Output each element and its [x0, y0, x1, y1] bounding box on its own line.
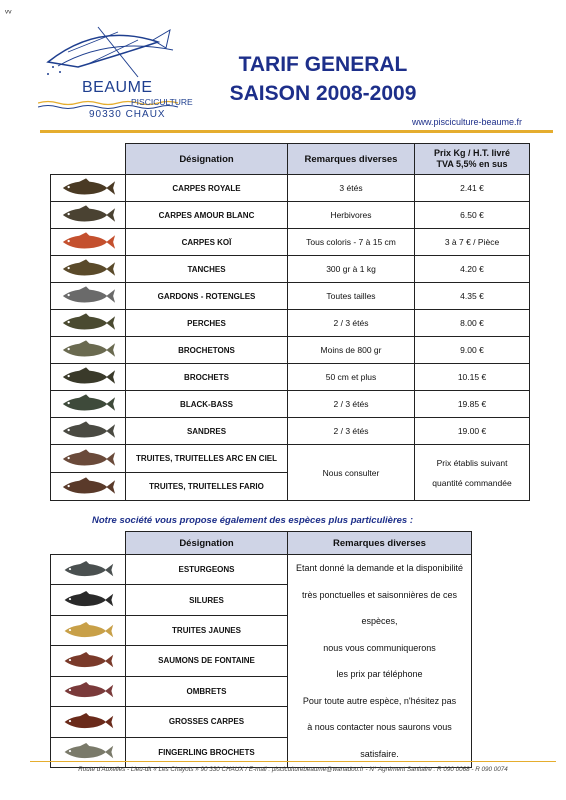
- fish-image: [51, 585, 126, 615]
- table-row: [51, 175, 530, 202]
- trout-price-line-2: quantité commandée: [432, 477, 512, 488]
- species-price: 3 à 7 € / Pièce: [415, 229, 530, 256]
- rainbow-trout-icon: [59, 449, 117, 469]
- char-icon: [59, 682, 117, 700]
- remark-line: nous vous communiquerons: [323, 642, 436, 653]
- table-row: [51, 391, 530, 418]
- remark-line: Etant donné la demande et la disponibilité: [295, 563, 464, 573]
- price-table: [50, 143, 530, 501]
- sturgeon-icon: [59, 561, 117, 579]
- species-remark: 300 gr à 1 kg: [288, 256, 415, 283]
- species-name: OMBRETS: [126, 676, 288, 706]
- trout-price-line-1: Prix établis suivant: [436, 457, 508, 468]
- footer-divider: [30, 761, 556, 762]
- fish-image: [51, 256, 126, 283]
- special-species-table: [50, 531, 472, 768]
- species-name: GROSSES CARPES: [126, 707, 288, 737]
- header-price: [415, 144, 530, 175]
- species-remark: Tous coloris - 7 à 15 cm: [288, 229, 415, 256]
- header-designation-2: Désignation: [126, 532, 288, 555]
- fish-image: [51, 646, 126, 676]
- remark-line: à nous contacter nous saurons vous satisfaire.: [307, 722, 452, 759]
- species-price: 10.15 €: [415, 364, 530, 391]
- species-remark: Moins de 800 gr: [288, 337, 415, 364]
- grass-carp-icon: [59, 205, 117, 225]
- brown-trout-icon: [59, 477, 117, 497]
- brand-city: 90330 CHAUX: [89, 109, 166, 120]
- species-name: GARDONS - ROTENGLES: [126, 283, 288, 310]
- tench-icon: [59, 259, 117, 279]
- fish-image: [51, 473, 126, 501]
- big-carp-icon: [59, 713, 117, 731]
- fish-image: [51, 615, 126, 645]
- remark-line: Pour toute autre espèce, n'hésitez pas: [302, 695, 457, 706]
- species-name: TRUITES, TRUITELLES ARC EN CIEL: [126, 445, 288, 473]
- species-name: SILURES: [126, 585, 288, 615]
- species-name: BLACK-BASS: [126, 391, 288, 418]
- fish-image: [51, 229, 126, 256]
- special-table-header: [51, 532, 472, 555]
- species-remark: 2 / 3 étés: [288, 391, 415, 418]
- table-row: [51, 418, 530, 445]
- price-table-header: [51, 144, 530, 175]
- special-remarks: [288, 555, 472, 768]
- fish-image: [51, 364, 126, 391]
- species-price: 9.00 €: [415, 337, 530, 364]
- fish-image: [51, 418, 126, 445]
- catfish-icon: [59, 591, 117, 609]
- fish-image: [51, 555, 126, 585]
- species-name: BROCHETONS: [126, 337, 288, 364]
- table-row: [51, 310, 530, 337]
- fish-image: [51, 283, 126, 310]
- species-name: TANCHES: [126, 256, 288, 283]
- species-name: FINGERLING BROCHETS: [126, 737, 288, 767]
- carp-icon: [59, 178, 117, 198]
- roach-icon: [59, 286, 117, 306]
- footer-contact: Route d'Auxelles - Lieu-dit « Les Chayots » 90 330 CHAUX / E-mail : pisciculturebeaume@wanadoo.fr - N° Agrément Sanitaire : R 090 0068 - R 090 0074: [78, 766, 508, 773]
- species-price: 4.35 €: [415, 283, 530, 310]
- table-row: [51, 256, 530, 283]
- remark-line: très ponctuelles et saisonnières de ces espèces,: [301, 589, 458, 626]
- logo: [38, 22, 193, 122]
- species-price: 2.41 €: [415, 175, 530, 202]
- title-line-2: SAISON 2008-2009: [229, 82, 417, 105]
- fish-image: [51, 391, 126, 418]
- species-remark: 2 / 3 étés: [288, 310, 415, 337]
- species-remark: 50 cm et plus: [288, 364, 415, 391]
- page-title: [198, 50, 448, 108]
- small-pike-icon: [59, 340, 117, 360]
- species-remark: Toutes tailles: [288, 283, 415, 310]
- table-row: [51, 283, 530, 310]
- species-name: CARPES ROYALE: [126, 175, 288, 202]
- zander-icon: [59, 421, 117, 441]
- species-price: 4.20 €: [415, 256, 530, 283]
- species-remark: Herbivores: [288, 202, 415, 229]
- header-price-line-1: Prix Kg / H.T. livré: [433, 148, 511, 158]
- header-remarks-2: Remarques diverses: [288, 532, 472, 555]
- fish-image: [51, 737, 126, 767]
- fish-logo-icon: [38, 22, 188, 82]
- fish-image: [51, 676, 126, 706]
- species-name: TRUITES, TRUITELLES FARIO: [126, 473, 288, 501]
- species-name: SANDRES: [126, 418, 288, 445]
- trout-price-note: [415, 445, 530, 501]
- fingerling-pike-icon: [59, 743, 117, 761]
- perch-icon: [59, 313, 117, 333]
- species-name: ESTURGEONS: [126, 555, 288, 585]
- koi-icon: [59, 232, 117, 252]
- fish-image: [51, 310, 126, 337]
- species-price: 19.00 €: [415, 418, 530, 445]
- special-species-heading: Notre société vous propose également des espèces plus particulières :: [92, 515, 414, 526]
- black-bass-icon: [59, 394, 117, 414]
- header-designation: Désignation: [126, 144, 288, 175]
- table-row: [51, 202, 530, 229]
- header-blank: [51, 144, 126, 175]
- website-link[interactable]: www.pisciculture-beaume.fr: [411, 117, 522, 127]
- species-name: SAUMONS DE FONTAINE: [126, 646, 288, 676]
- species-price: 19.85 €: [415, 391, 530, 418]
- table-row: [51, 337, 530, 364]
- title-line-1: TARIF GENERAL: [238, 53, 408, 76]
- fish-image: [51, 337, 126, 364]
- pike-icon: [59, 367, 117, 387]
- species-name: CARPES AMOUR BLANC: [126, 202, 288, 229]
- header-price-line-2: TVA 5,5% en sus: [436, 159, 508, 169]
- header-blank-2: [51, 532, 126, 555]
- fish-image: [51, 175, 126, 202]
- species-name: PERCHES: [126, 310, 288, 337]
- corner-mark: ᵥᵥ: [5, 5, 12, 16]
- species-name: CARPES KOÏ: [126, 229, 288, 256]
- fish-image: [51, 707, 126, 737]
- table-row: [51, 445, 530, 473]
- brand-name: BEAUME: [82, 79, 153, 96]
- species-remark: 3 étés: [288, 175, 415, 202]
- brook-trout-icon: [59, 652, 117, 670]
- header-remarks: Remarques diverses: [288, 144, 415, 175]
- table-row: [51, 555, 472, 585]
- table-row: [51, 364, 530, 391]
- species-price: 6.50 €: [415, 202, 530, 229]
- species-price: 8.00 €: [415, 310, 530, 337]
- trout-remark: Nous consulter: [288, 445, 415, 501]
- species-name: TRUITES JAUNES: [126, 615, 288, 645]
- species-name: BROCHETS: [126, 364, 288, 391]
- header-divider: [40, 130, 553, 133]
- fish-image: [51, 202, 126, 229]
- brand-subtitle: PISCICULTURE: [131, 97, 193, 107]
- table-row: [51, 229, 530, 256]
- fish-image: [51, 445, 126, 473]
- golden-trout-icon: [59, 622, 117, 640]
- remark-line: les prix par téléphone: [336, 669, 423, 679]
- species-remark: 2 / 3 étés: [288, 418, 415, 445]
